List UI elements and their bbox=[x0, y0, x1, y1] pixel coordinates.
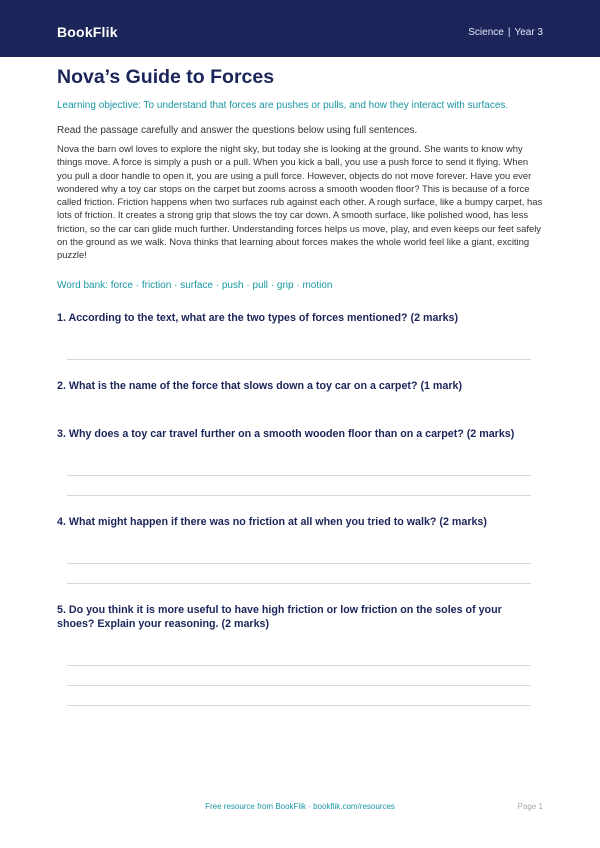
answer-line-q3-2[interactable] bbox=[67, 495, 531, 496]
subject-label: Science bbox=[468, 27, 504, 38]
answer-line-q5-3[interactable] bbox=[67, 705, 531, 706]
answer-line-q5-1[interactable] bbox=[67, 665, 531, 666]
brand-logo: BookFlik bbox=[57, 24, 118, 40]
reading-passage: Nova the barn owl loves to explore the night sky, but today she is looking at the ground. She wants to know why things move. A force is simply a push or a pull. When you kick a ball, you use a push force to send it flying. When you pull a door handle to open it, you are using a pull force. However, objects do not move forever. Have you ever wondered why a toy car stops on the carpet but zooms across a smooth wooden floor? This is because of a force called friction. Friction happens when two surfaces rub against each other. A rough surface, like a bumpy carpet, has lots of friction. It creates a strong grip that slows the toy car down. A smooth surface, like polished wood, has less friction, so the car can glide much further. Understanding forces helps us move, play, and even keeps our feet safely on the ground as we walk. Nova thinks that learning about forces makes the whole world feel like a giant, exciting puzzle! bbox=[57, 144, 543, 262]
year-label: Year 3 bbox=[514, 27, 543, 38]
subject-year-label bbox=[468, 27, 543, 39]
page-number: Page 1 bbox=[517, 802, 543, 811]
footer-link[interactable]: Free resource from BookFlik · bookflik.com/resources bbox=[205, 802, 395, 811]
question-3: 3. Why does a toy car travel further on a smooth wooden floor than on a carpet? (2 marks) bbox=[57, 428, 515, 440]
answer-line-q4-1[interactable] bbox=[67, 563, 531, 564]
header-bar bbox=[0, 0, 600, 57]
question-4: 4. What might happen if there was no friction at all when you tried to walk? (2 marks) bbox=[57, 516, 487, 528]
word-bank: Word bank: force · friction · surface · push · pull · grip · motion bbox=[57, 280, 333, 291]
answer-line-q1-1[interactable] bbox=[67, 359, 531, 360]
answer-line-q5-2[interactable] bbox=[67, 685, 531, 686]
instruction-text: Read the passage carefully and answer the questions below using full sentences. bbox=[57, 125, 418, 136]
question-1: 1. According to the text, what are the two types of forces mentioned? (2 marks) bbox=[57, 312, 459, 324]
question-5: 5. Do you think it is more useful to have high friction or low friction on the soles of your shoes? Explain your reasoning. (2 marks) bbox=[57, 604, 502, 630]
answer-line-q3-1[interactable] bbox=[67, 475, 531, 476]
separator: | bbox=[507, 27, 511, 38]
answer-line-q4-2[interactable] bbox=[67, 583, 531, 584]
question-2: 2. What is the name of the force that slows down a toy car on a carpet? (1 mark) bbox=[57, 380, 463, 392]
page-title: Nova’s Guide to Forces bbox=[57, 66, 275, 88]
learning-objective: Learning objective: To understand that forces are pushes or pulls, and how they interact with surfaces. bbox=[57, 100, 509, 111]
